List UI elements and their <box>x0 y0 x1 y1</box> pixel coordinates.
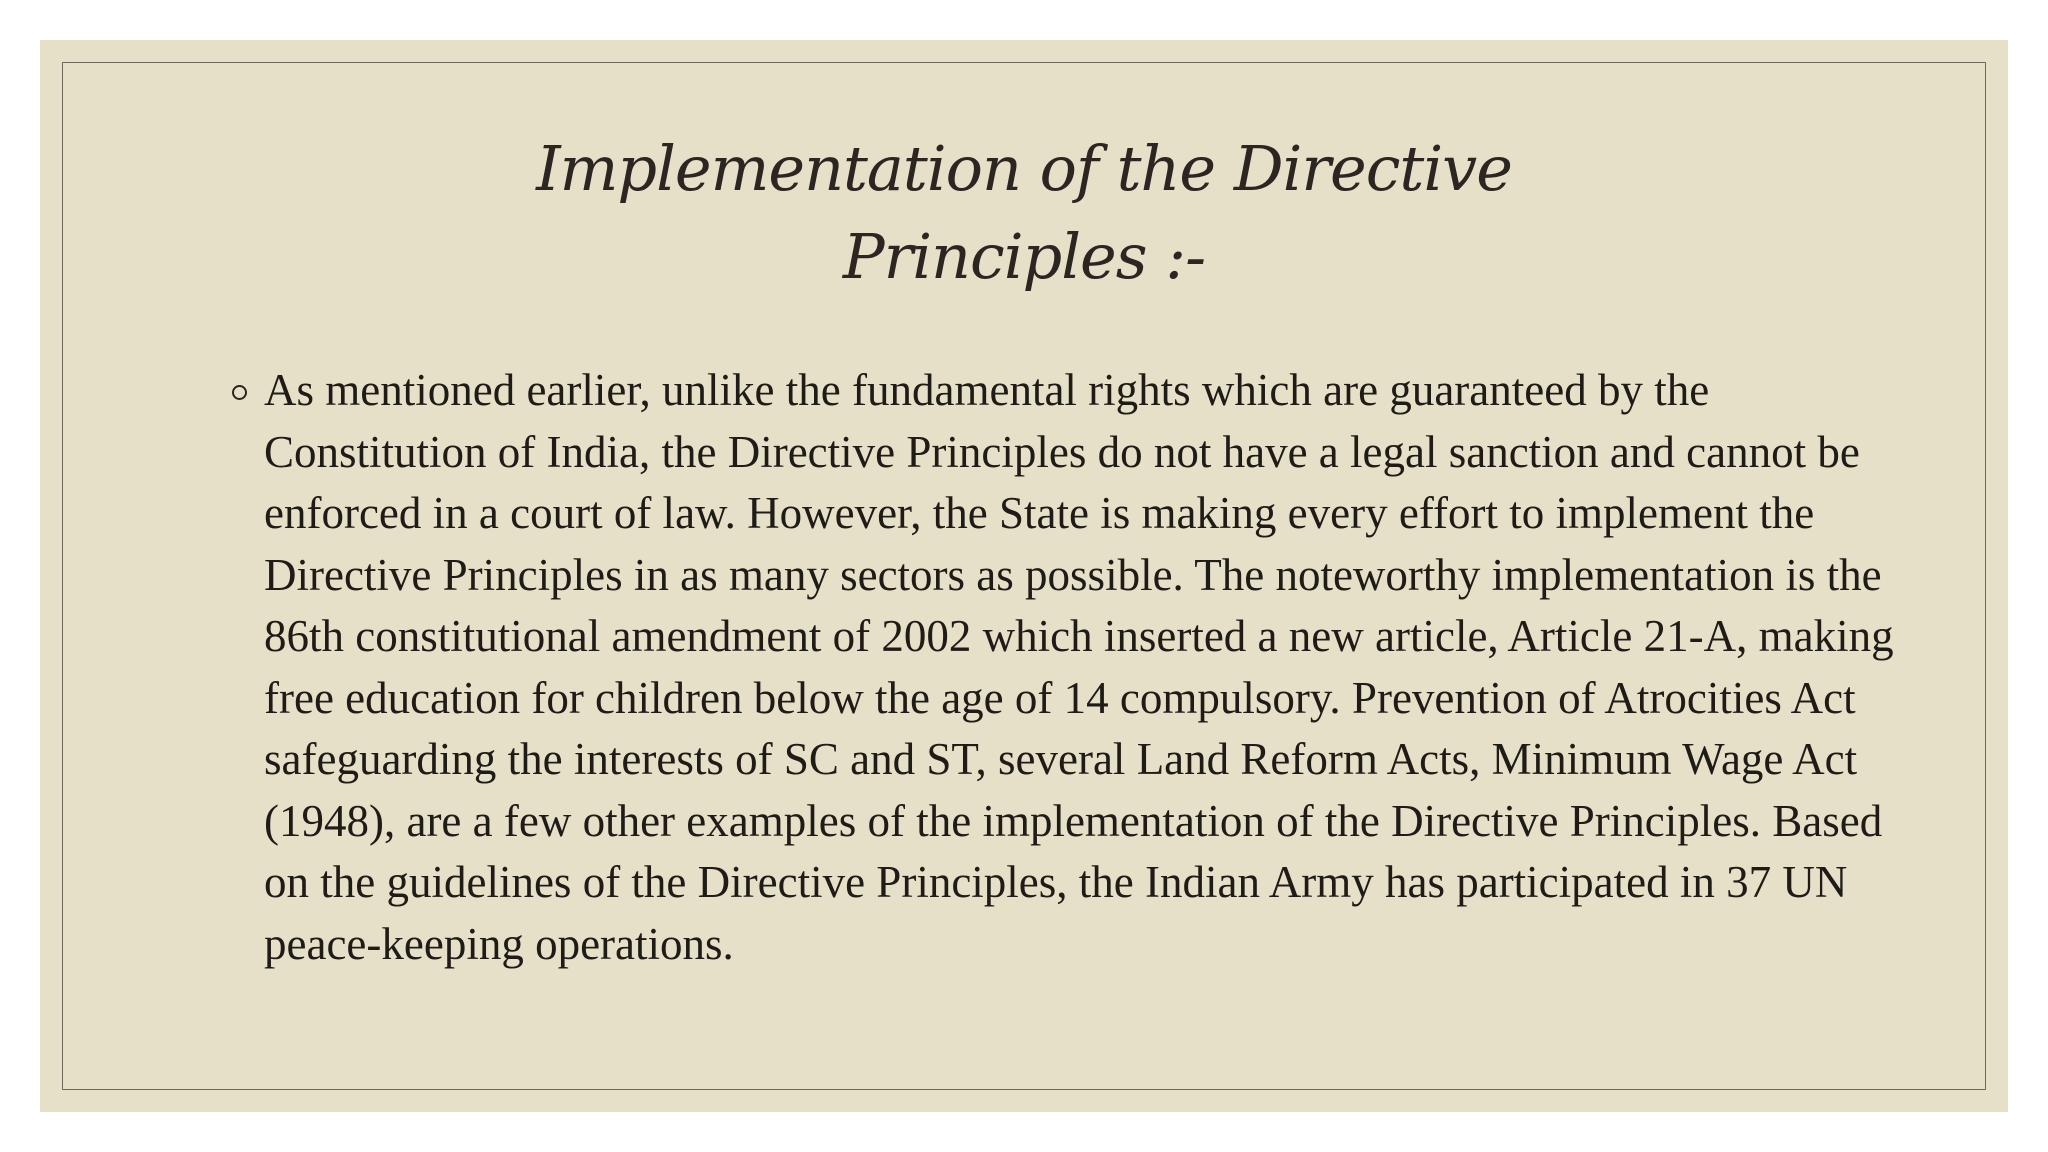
slide-title-line-1: Implementation of the Directive <box>536 132 1512 205</box>
bullet-item <box>228 360 1908 975</box>
slide-title-line-2: Principles :- <box>842 220 1206 293</box>
slide <box>40 40 2008 1112</box>
slide-title <box>40 125 2008 301</box>
bullet-text: As mentioned earlier, unlike the fundamental rights which are guaranteed by the Constitution of India, the Directive Principles do not have a legal sanction and cannot be enforced in a court of law. However, the State is making every effort to implement the Directive Principles in as many sectors as possible. The noteworthy implementation is the 86th constitutional amendment of 2002 which inserted a new article, Article 21-A, making free education for children below the age of 14 compulsory. Prevention of Atrocities Act safeguarding the interests of SC and ST, several Land Reform Acts, Minimum Wage Act (1948), are a few other examples of the implementation of the Directive Principles. Based on the guidelines of the Directive Principles, the Indian Army has participated in 37 UN peace-keeping operations. <box>264 365 1894 969</box>
slide-body <box>228 360 1908 975</box>
hollow-circle-bullet-icon <box>232 385 247 400</box>
